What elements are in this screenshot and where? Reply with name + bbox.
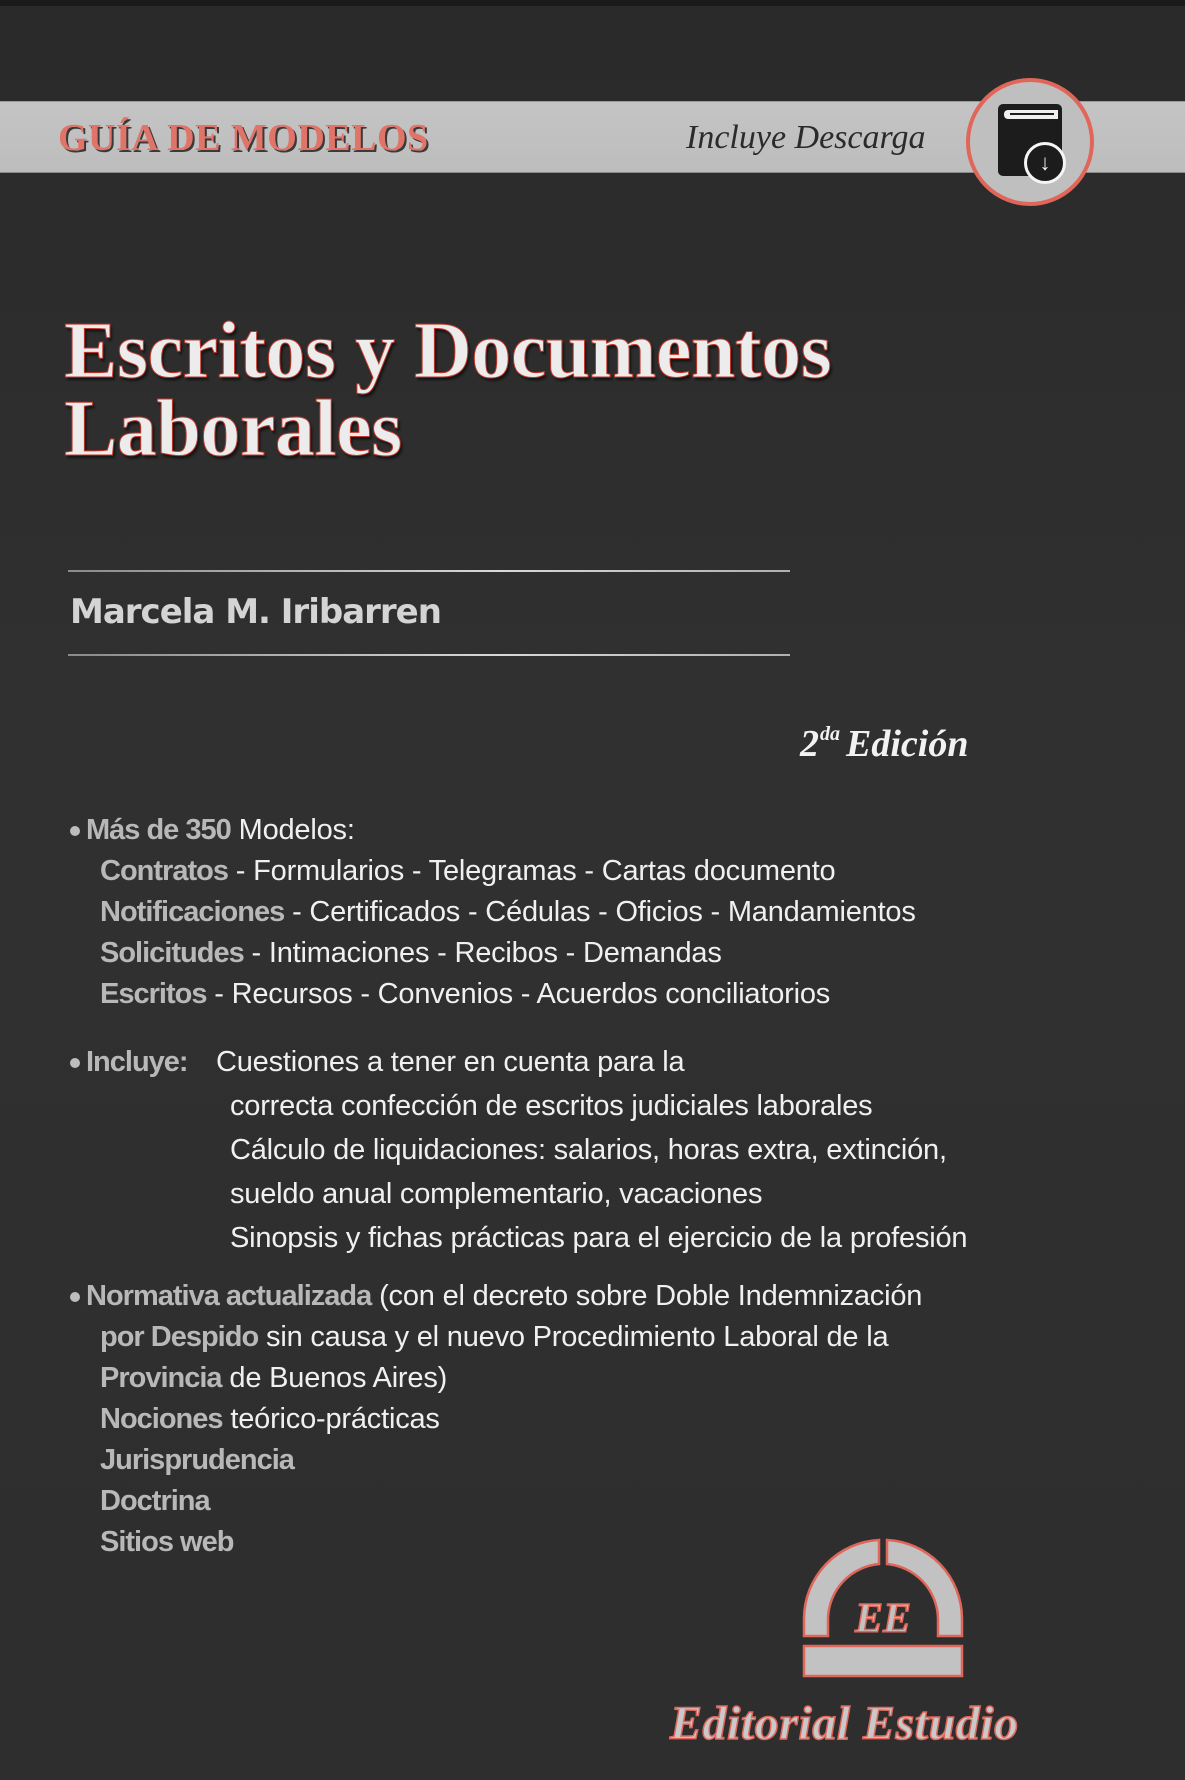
normativa-extra	[70, 1481, 922, 1522]
book-pages-icon	[1004, 110, 1058, 119]
series-label: GUÍA DE MODELOS	[58, 117, 429, 159]
publisher-name: Editorial Estudio	[670, 1697, 1019, 1750]
download-arrow-icon: ↓	[1024, 142, 1066, 184]
line-rest: teórico-prácticas	[222, 1403, 440, 1435]
author-rule-bottom	[68, 654, 790, 656]
bullet-icon	[70, 826, 80, 836]
incluye-line: Sinopsis y fichas prácticas para el ejercicio de la profesión	[230, 1222, 968, 1254]
feature-modelos	[70, 810, 916, 1015]
modelos-line	[70, 851, 916, 892]
lead-bold: Más de 350	[86, 814, 231, 846]
bullet-icon	[70, 1292, 80, 1302]
incluye-label: Incluye:	[86, 1046, 188, 1078]
line-bold: Nociones	[100, 1403, 223, 1435]
line-bold: Sitios web	[100, 1526, 234, 1558]
line-bold: Contratos	[100, 855, 228, 887]
cover-top-edge	[0, 0, 1185, 6]
publisher-logo-icon	[800, 1536, 966, 1678]
normativa-extra	[70, 1440, 922, 1481]
edition-number: 2	[800, 723, 819, 765]
line-rest: sin causa y el nuevo Procedimiento Laboral de la	[258, 1321, 889, 1353]
feature-modelos-lead	[70, 810, 916, 851]
modelos-line	[70, 892, 916, 933]
line-rest: - Certificados - Cédulas - Oficios - Mandamientos	[284, 896, 916, 928]
line-bold: Jurisprudencia	[100, 1444, 294, 1476]
incluye-line	[70, 1040, 967, 1084]
line-rest: - Formularios - Telegramas - Cartas documento	[227, 855, 836, 887]
bullet-icon	[70, 1058, 80, 1068]
line-rest: de Buenos Aires)	[221, 1362, 448, 1394]
logo-text: EE	[854, 1596, 912, 1642]
download-badge	[966, 78, 1094, 206]
line-bold: Notificaciones	[100, 896, 285, 928]
feature-normativa	[70, 1276, 922, 1563]
incluye-line: sueldo anual complementario, vacaciones	[230, 1178, 763, 1210]
author-name: Marcela M. Iribarren	[70, 592, 441, 632]
feature-incluye	[70, 1040, 967, 1260]
edition-word: Edición	[846, 723, 969, 765]
normativa-line	[70, 1358, 922, 1399]
line-bold: por Despido	[100, 1321, 259, 1353]
line-rest: (con el decreto sobre Doble Indemnización	[371, 1280, 923, 1312]
incluye-line: correcta confección de escritos judiciales laborales	[230, 1090, 873, 1122]
title-line-1: Escritos y Documentos	[64, 307, 832, 395]
normativa-extra	[70, 1522, 922, 1563]
line-bold: Escritos	[100, 978, 207, 1010]
book-title	[64, 307, 832, 473]
line-bold: Solicitudes	[100, 937, 244, 969]
line-bold: Provincia	[100, 1362, 222, 1394]
line-bold: Doctrina	[100, 1485, 210, 1517]
incluye-text: Cuestiones a tener en cuenta para la	[216, 1046, 685, 1078]
lead-rest: Modelos:	[230, 814, 355, 846]
normativa-line	[70, 1317, 922, 1358]
edition-label	[800, 722, 968, 766]
modelos-line	[70, 974, 916, 1015]
normativa-line	[70, 1276, 922, 1317]
line-bold: Normativa actualizada	[86, 1280, 372, 1312]
line-rest: - Recursos - Convenios - Acuerdos conciliatorios	[206, 978, 831, 1010]
title-line-2: Laborales	[64, 385, 402, 473]
edition-suffix: da	[820, 723, 840, 745]
incluye-line: Cálculo de liquidaciones: salarios, horas extra, extinción,	[230, 1134, 947, 1166]
download-label: Incluye Descarga	[686, 119, 926, 156]
line-rest: - Intimaciones - Recibos - Demandas	[243, 937, 722, 969]
author-rule-top	[68, 570, 790, 572]
modelos-line	[70, 933, 916, 974]
normativa-extra	[70, 1399, 922, 1440]
